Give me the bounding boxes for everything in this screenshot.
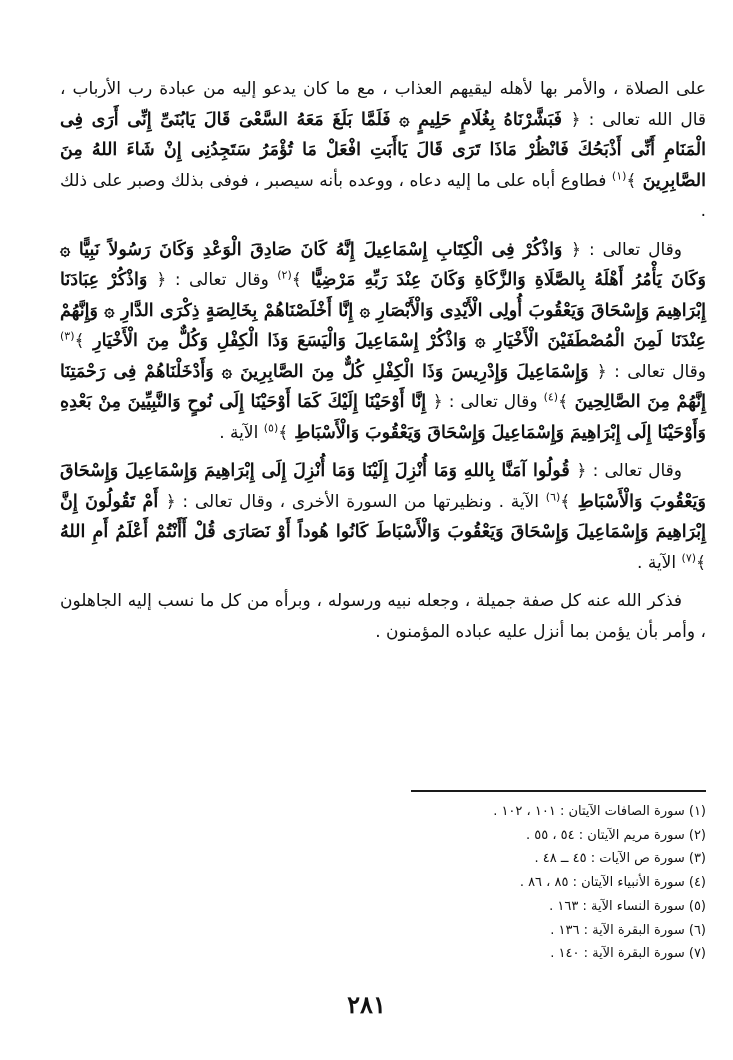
paragraph-text: وقال تعالى : xyxy=(606,361,706,382)
footnote-5: (٥) سورة النساء الآية : ١٦٣ . xyxy=(549,898,706,914)
footnote-ref: (٣) xyxy=(60,329,75,343)
quran-verse: وَإِسْمَاعِيلَ وَإِدْرِيسَ وَذَا الْكِفْلِ كُلٌّ مِنَ الصَّابِرِينَ ۞ وَأَدْخَلْنَاهُمْ فِى رَحْمَتِنَا إِنَّهُمْ مِنَ الصَّالِحِينَ xyxy=(60,361,706,412)
paragraph-4 xyxy=(60,586,706,647)
quran-verse: فَبَشَّرْنَاهُ بِغُلَامٍ حَلِيمٍ ۞ فَلَمَّا بَلَغَ مَعَهُ السَّعْىَ قَالَ يَابُنَىِّ إِنِّى أَرَى فِى الْمَنَامِ أَنِّى أَذْبَحُكَ فَانْظُرْ مَاذَا تَرَى قَالَ يَاأَبَتِ افْعَلْ مَا تُؤْمَرُ سَتَجِدُنِى إِنْ شَاءَ اللهُ مِنَ الصَّابِرِينَ xyxy=(60,109,707,191)
quran-verse: وَاذْكُرْ فِى الْكِتَابِ إِسْمَاعِيلَ إِنَّهُ كَانَ صَادِقَ الْوَعْدِ وَكَانَ رَسُولاً نَبِيًّا ۞ وَكَانَ يَأْمُرُ أَهْلَهُ بِالصَّلَاةِ وَالزَّكَاةِ وَكَانَ عِنْدَ رَبِّهِ مَرْضِيًّا xyxy=(60,239,706,290)
footnote-ref: (٤) xyxy=(543,390,559,404)
verse-bracket: ﴾ xyxy=(696,552,706,573)
paragraph-text: على الصلاة ، والأمر بها لأهله ليقيهم العذاب ، مع ما كان يدعو إليه من عبادة رب الأرباب ، قال الله تعالى : xyxy=(60,79,707,130)
footnote-1: (١) سورة الصافات الآيتان : ١٠١ ، ١٠٢ . xyxy=(493,804,706,819)
footnote-4: (٤) سورة الأنبياء الآيتان : ٨٥ ، ٨٦ . xyxy=(519,875,706,891)
footnote-7: (٧) سورة البقرة الآية : ١٤٠ . xyxy=(550,946,706,962)
footnote-ref: (٧) xyxy=(681,550,697,564)
verse-bracket: ﴾ xyxy=(560,491,571,512)
paragraph-text: الآية . xyxy=(637,552,682,573)
paragraph-text: وقال تعالى : xyxy=(166,270,278,290)
paragraph-text: فذكر الله عنه كل صفة جميلة ، وجعله نبيه ورسوله ، وبرأه من كل ما نسب إليه الجاهلون ، وأمر بأن يؤمن بما أنزل عليه عباده المؤمنون . xyxy=(60,591,706,642)
verse-bracket: ﴿ xyxy=(570,109,581,130)
paragraph-text: الآية . xyxy=(219,422,264,443)
body-text xyxy=(60,74,706,647)
quran-verse: قُولُوا آمَنَّا بِاللهِ وَمَا أُنْزِلَ إِلَيْنَا وَمَا أُنْزِلَ إِلَى إِبْرَاهِيمَ وَإِسْمَاعِيلَ وَإِسْحَاقَ وَيَعْقُوبَ وَالْأَسْبَاطِ xyxy=(60,461,706,512)
paragraph-text: وقال تعالى : xyxy=(581,239,682,260)
paragraph-2 xyxy=(60,235,706,449)
footnote-ref: (١) xyxy=(611,168,627,182)
paragraph-1 xyxy=(60,74,706,227)
quran-verse: إِنَّا أَوْحَيْنَا إِلَيْكَ كَمَا أَوْحَيْنَا إِلَى نُوحٍ وَالنَّبِيِّينَ مِنْ بَعْدِهِ وَأَوْحَيْنَا إِلَى إِبْرَاهِيمَ وَإِسْمَاعِيلَ وَإِسْحَاقَ وَيَعْقُوبَ وَالْأَسْبَاطِ xyxy=(60,392,706,443)
footnote-2: (٢) سورة مريم الآيتان : ٥٤ ، ٥٥ . xyxy=(525,827,706,843)
paragraph-text: وقال تعالى : xyxy=(442,392,544,412)
verse-bracket: ﴿ xyxy=(596,361,607,382)
footnote-ref: (٥) xyxy=(263,420,279,434)
quran-verse: أَمْ تَقُولُونَ إِنَّ إِبْرَاهِيمَ وَإِسْمَاعِيلَ وَإِسْحَاقَ وَيَعْقُوبَ وَالْأَسْبَاطَ كَانُوا هُوداً أَوْ نَصَارَى قُلْ أَأَنْتُمْ أَعْلَمُ أَمِ اللهُ xyxy=(60,491,706,542)
footnote-6: (٦) سورة البقرة الآية : ١٣٦ . xyxy=(550,922,706,938)
paragraph-text: وقال تعالى : xyxy=(586,461,682,481)
footnotes-list xyxy=(200,800,706,966)
paragraph-3 xyxy=(60,456,706,578)
verse-bracket: ﴾ xyxy=(278,422,289,443)
footnote-ref: (٢) xyxy=(277,268,292,282)
verse-bracket: ﴿ xyxy=(432,392,443,412)
verse-bracket: ﴾ xyxy=(74,331,85,351)
verse-bracket: ﴾ xyxy=(291,270,302,290)
verse-bracket: ﴾ xyxy=(558,392,569,412)
page-number: ٢٨١ xyxy=(347,990,386,1019)
paragraph-text: فطاوع أباه على ما إليه دعاه ، ووعده بأنه سيصبر ، فوفى بذلك وصبر على ذلك . xyxy=(60,170,706,221)
verse-bracket: ﴿ xyxy=(156,270,167,290)
quran-verse: وَاذْكُرْ عِبَادَنَا إِبْرَاهِيمَ وَإِسْحَاقَ وَيَعْقُوبَ أُولِى الْأَيْدِى وَالْأَبْصَارِ ۞ إِنَّا أَخْلَصْنَاهُمْ بِخَالِصَةٍ ذِكْرَى الدَّارِ ۞ وَإِنَّهُمْ عِنْدَنَا لَمِنَ الْمُصْطَفَيْنَ الْأَخْيَارِ ۞ وَاذْكُرْ إِسْمَاعِيلَ وَالْيَسَعَ وَذَا الْكِفْلِ وَكُلٌّ مِنَ الْأَخْيَارِ xyxy=(60,270,706,351)
footnote-3: (٣) سورة ص الآيات : ٤٥ ــ ٤٨ . xyxy=(534,851,706,867)
verse-bracket: ﴿ xyxy=(576,461,587,481)
paragraph-text: الآية . ونظيرتها من السورة الأخرى ، وقال تعالى : xyxy=(175,491,546,512)
footnote-ref: (٦) xyxy=(545,489,561,503)
footnote-divider xyxy=(411,790,706,792)
verse-bracket: ﴿ xyxy=(165,491,176,512)
verse-bracket: ﴾ xyxy=(626,170,637,191)
verse-bracket: ﴿ xyxy=(571,239,582,260)
